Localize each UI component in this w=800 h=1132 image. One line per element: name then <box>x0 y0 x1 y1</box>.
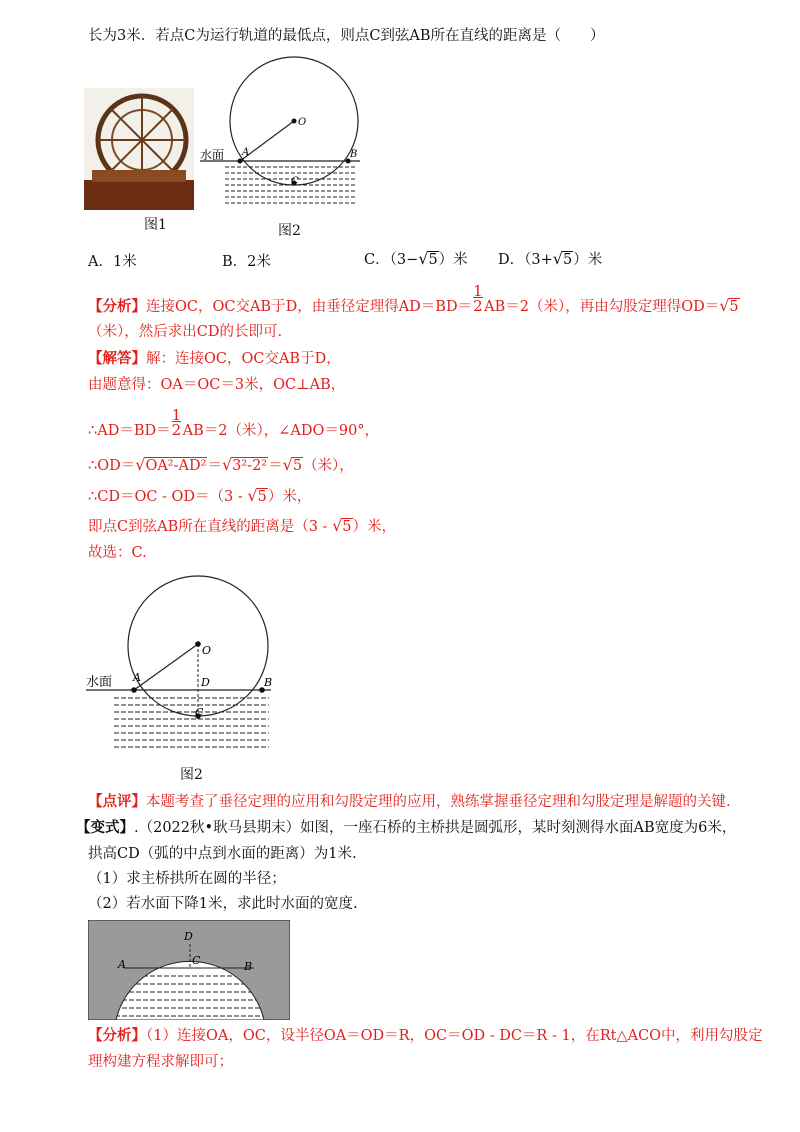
variant-line-2: 拱高CD（弧的中点到水面的距离）为1米. <box>88 846 357 862</box>
figure2-top <box>200 55 370 225</box>
solution-line-6: 即点C到弦AB所在直线的距离是（3 - √5）米， <box>88 516 397 535</box>
label-O: O <box>298 117 307 128</box>
waterwheel-photo <box>84 88 194 210</box>
figure1-caption: 图1 <box>144 217 167 233</box>
solution-line-3: ∴AD＝BD＝ $\frac{1}{2}$ AB＝2（米），∠ADO＝90°， <box>88 406 380 439</box>
comment-line: 【点评】本题考查了垂径定理的应用和勾股定理的应用，熟练掌握垂径定理和勾股定理是解题的关键. <box>88 793 731 810</box>
label-C-2: C <box>195 706 204 719</box>
analysis2-line-2: 理构建方程求解即可； <box>88 1054 233 1070</box>
figure2-caption-bottom: 图2 <box>180 767 203 783</box>
bridge-label-D: D <box>184 930 193 943</box>
label-B-2: B <box>264 676 273 689</box>
option-c[interactable]: C．（3−√5）米 <box>364 249 468 268</box>
label-A: A <box>242 147 250 158</box>
variant-line-1: 【变式】.（2022秋•耿马县期末）如图，一座石桥的主桥拱是圆弧形，某时刻测得水面AB宽度为6米， <box>76 819 737 836</box>
label-A-2: A <box>133 671 141 684</box>
solution-line-7: 故选：C. <box>88 545 147 561</box>
bridge-label-B: B <box>244 960 253 973</box>
label-water: 水面 <box>200 148 225 162</box>
label-B: B <box>350 149 358 160</box>
label-water-2: 水面 <box>86 675 113 690</box>
option-b[interactable]: B．2米 <box>222 254 271 270</box>
option-a[interactable]: A．1米 <box>88 254 137 270</box>
solution-line-5: ∴CD＝OC - OD＝（3 - √5）米， <box>88 486 312 505</box>
solution-line-4: ∴OD＝√OA²-AD²＝√3²-2²＝√5（米）， <box>88 455 354 474</box>
figure2-bottom <box>86 574 286 764</box>
bridge-figure <box>88 920 290 1020</box>
figure2-caption: 图2 <box>278 223 301 239</box>
label-O-2: O <box>202 644 212 657</box>
label-C: C <box>291 176 299 187</box>
analysis-line-2: （米），然后求出CD的长即可. <box>88 324 283 340</box>
label-D-2: D <box>201 676 210 689</box>
variant-q1: （1）求主桥拱所在圆的半径； <box>88 871 286 887</box>
analysis-line-1: 【分析】连接OC，OC交AB于D，由垂径定理得AD＝BD＝ $\frac{1}{2}$ AB＝2（米），再由勾股定理得OD＝√5 <box>88 282 739 315</box>
solution-line-1: 【解答】解：连接OC，OC交AB于D， <box>88 350 341 367</box>
bridge-label-C: C <box>192 954 201 967</box>
bridge-label-A: A <box>118 958 126 971</box>
solution-line-2: 由题意得：OA＝OC＝3米，OC⊥AB， <box>88 377 346 393</box>
option-d[interactable]: D．（3+√5）米 <box>498 249 603 268</box>
question-text: 长为3米．若点C为运行轨道的最低点，则点C到弦AB所在直线的距离是（ ） <box>88 28 605 44</box>
analysis2-line-1: 【分析】（1）连接OA，OC，设半径OA＝OD＝R，OC＝OD - DC＝R - 1，在Rt△ACO中，利用勾股定 <box>88 1027 763 1044</box>
variant-q2: （2）若水面下降1米，求此时水面的宽度. <box>88 896 358 912</box>
